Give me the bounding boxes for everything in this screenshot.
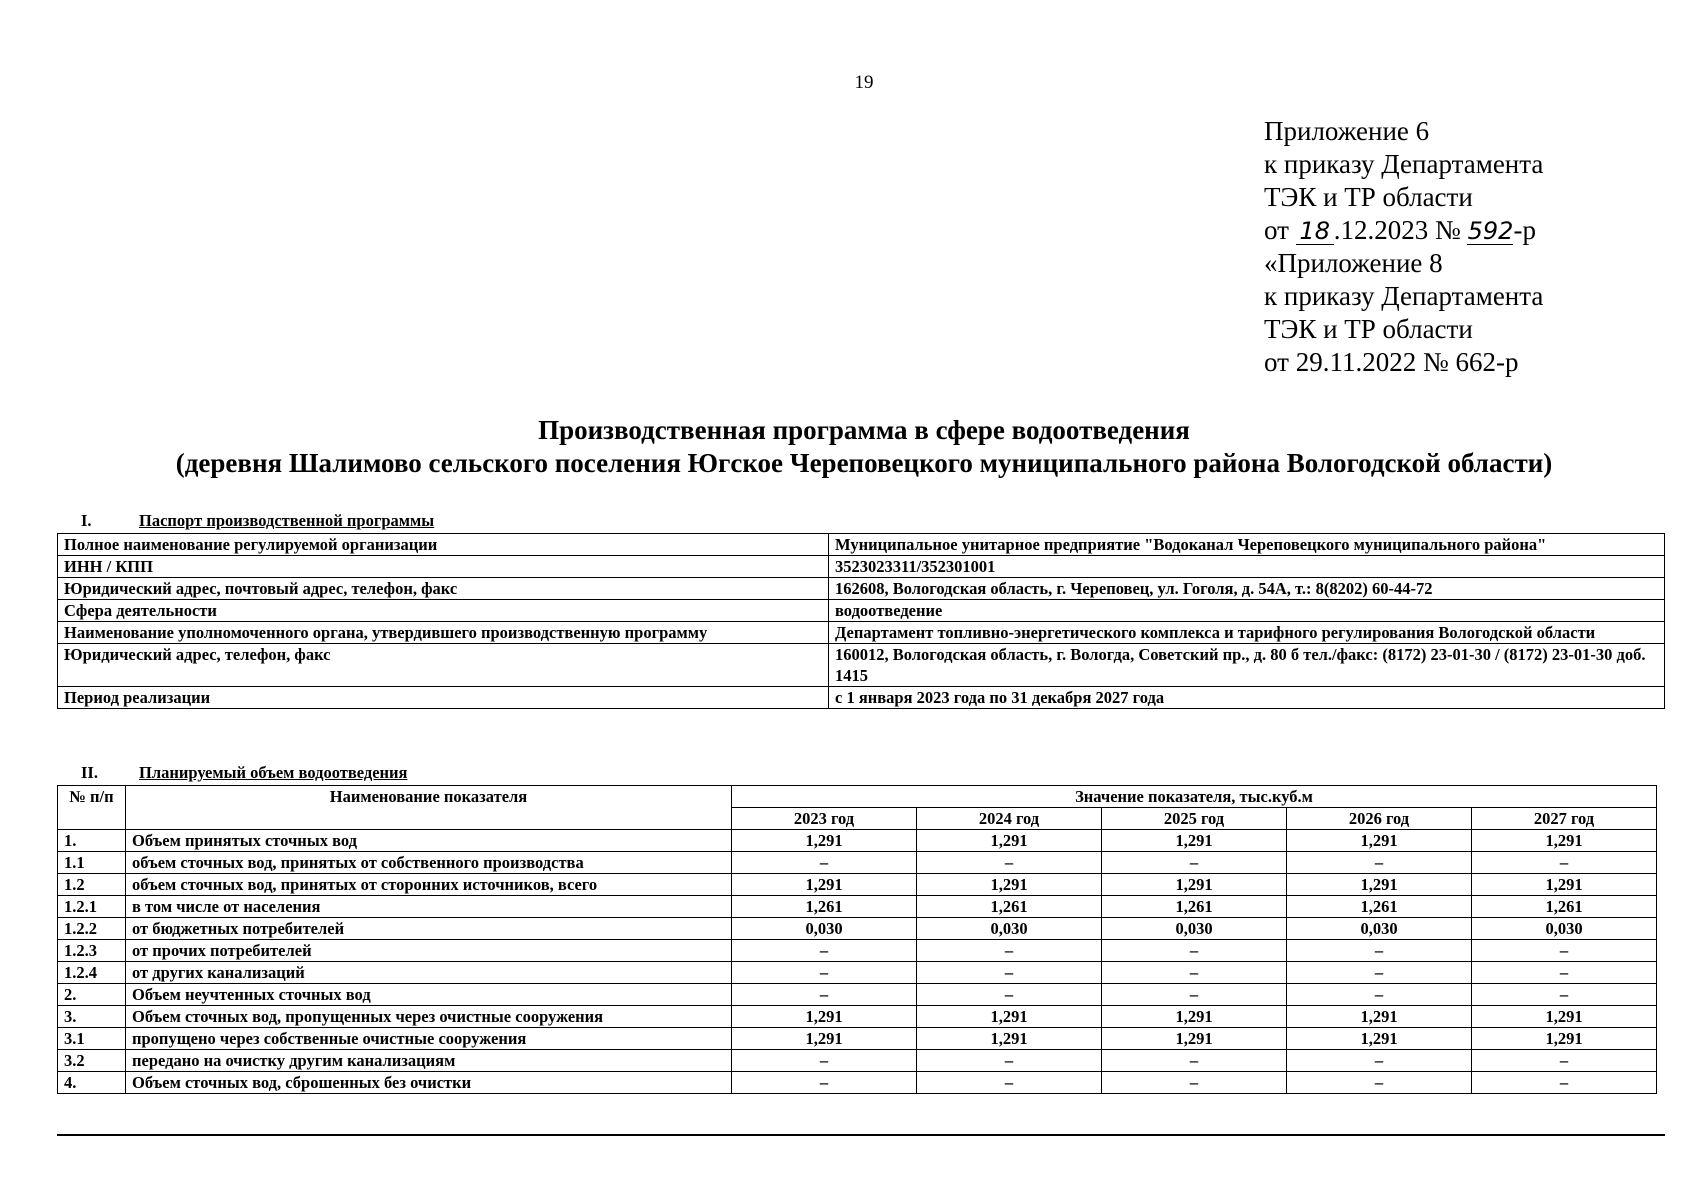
row-value: –: [1102, 984, 1287, 1006]
table-row: [58, 874, 1657, 896]
row-value: 0,030: [1472, 918, 1657, 940]
passport-label: Юридический адрес, почтовый адрес, телефон, факс: [58, 578, 829, 600]
table-row: [58, 896, 1657, 918]
row-value: –: [1102, 1050, 1287, 1072]
row-name: пропущено через собственные очистные сооружения: [126, 1028, 732, 1050]
row-name: передано на очистку другим канализациям: [126, 1050, 732, 1072]
year-header: 2027 год: [1472, 808, 1657, 830]
row-value: 1,291: [1287, 874, 1472, 896]
row-number: 4.: [58, 1072, 126, 1094]
passport-label: ИНН / КПП: [58, 556, 829, 578]
row-value: 1,261: [1287, 896, 1472, 918]
row-value: 1,291: [732, 874, 917, 896]
handwritten-day: 18: [1296, 218, 1334, 245]
row-value: –: [1287, 940, 1472, 962]
table-row: [58, 940, 1657, 962]
section-number: II.: [81, 763, 98, 782]
year-header: 2024 год: [917, 808, 1102, 830]
year-header: 2023 год: [732, 808, 917, 830]
row-value: –: [732, 940, 917, 962]
header-name: Наименование показателя: [126, 786, 732, 830]
row-value: 1,291: [1287, 830, 1472, 852]
section-title-text: Планируемый объем водоотведения: [139, 763, 408, 782]
row-value: –: [732, 1050, 917, 1072]
row-value: –: [1102, 940, 1287, 962]
row-name: Объем принятых сточных вод: [126, 830, 732, 852]
row-value: –: [732, 852, 917, 874]
date-prefix: от: [1264, 215, 1289, 245]
row-value: 1,291: [1287, 1028, 1472, 1050]
row-number: 1.2.3: [58, 940, 126, 962]
passport-value: Муниципальное унитарное предприятие "Водоканал Череповецкого муниципального района": [829, 534, 1665, 556]
row-value: –: [1472, 852, 1657, 874]
passport-value: 162608, Вологодская область, г. Череповец, ул. Гоголя, д. 54А, т.: 8(8202) 60-44-72: [829, 578, 1665, 600]
appendix-line: «Приложение 8: [1264, 248, 1443, 278]
row-value: –: [1287, 984, 1472, 1006]
row-number: 3.2: [58, 1050, 126, 1072]
row-value: –: [732, 984, 917, 1006]
row-number: 1.2.4: [58, 962, 126, 984]
table-row: [58, 852, 1657, 874]
year-header: 2026 год: [1287, 808, 1472, 830]
appendix-line: к приказу Департамента: [1264, 149, 1544, 179]
row-value: –: [917, 940, 1102, 962]
row-value: –: [1287, 962, 1472, 984]
row-value: –: [1102, 1072, 1287, 1094]
row-value: –: [917, 984, 1102, 1006]
row-value: 1,291: [1472, 874, 1657, 896]
bottom-rule: [57, 1134, 1665, 1136]
row-value: 1,261: [1472, 896, 1657, 918]
passport-row: [58, 534, 1665, 556]
passport-label: Полное наименование регулируемой организации: [58, 534, 829, 556]
row-value: –: [1102, 962, 1287, 984]
passport-value: 3523023311/352301001: [829, 556, 1665, 578]
passport-label: Период реализации: [58, 687, 829, 709]
appendix-header: [1264, 115, 1543, 379]
row-value: 1,291: [1472, 830, 1657, 852]
row-value: 0,030: [917, 918, 1102, 940]
row-value: –: [1287, 1050, 1472, 1072]
row-value: 1,261: [1102, 896, 1287, 918]
volume-table: [57, 785, 1657, 1094]
passport-row: [58, 644, 1665, 687]
row-name: от прочих потребителей: [126, 940, 732, 962]
row-name: Объем неучтенных сточных вод: [126, 984, 732, 1006]
appendix-line: от 29.11.2022 № 662-р: [1264, 347, 1519, 377]
passport-value: 160012, Вологодская область, г. Вологда, Советский пр., д. 80 б тел./факс: (8172) 23-01-30 / (8172) 23-01-30 доб. 1415: [829, 644, 1665, 687]
section-1-title: [57, 511, 434, 531]
row-value: –: [1472, 1050, 1657, 1072]
row-value: 1,261: [917, 896, 1102, 918]
row-value: –: [1287, 1072, 1472, 1094]
row-value: 1,291: [1102, 1028, 1287, 1050]
table-row: [58, 830, 1657, 852]
row-value: –: [917, 852, 1102, 874]
row-number: 1.1: [58, 852, 126, 874]
row-value: 1,291: [732, 830, 917, 852]
page-number: 19: [854, 72, 874, 93]
passport-row: [58, 578, 1665, 600]
row-value: –: [917, 1050, 1102, 1072]
row-name: Объем сточных вод, сброшенных без очистки: [126, 1072, 732, 1094]
row-value: 1,291: [1287, 1006, 1472, 1028]
row-value: 1,291: [1102, 1006, 1287, 1028]
appendix-line: ТЭК и ТР области: [1264, 182, 1473, 212]
year-header: 2025 год: [1102, 808, 1287, 830]
row-name: в том числе от населения: [126, 896, 732, 918]
header-num: № п/п: [58, 786, 126, 830]
appendix-line: Приложение 6: [1264, 116, 1430, 146]
table-row: [58, 1072, 1657, 1094]
table-row: [58, 1028, 1657, 1050]
row-value: 1,291: [1102, 874, 1287, 896]
row-number: 3.: [58, 1006, 126, 1028]
row-value: 1,291: [732, 1028, 917, 1050]
passport-row: [58, 556, 1665, 578]
row-value: 1,291: [732, 1006, 917, 1028]
section-2-title: [57, 763, 407, 783]
table-row: [58, 984, 1657, 1006]
row-name: объем сточных вод, принятых от собственного производства: [126, 852, 732, 874]
row-value: 1,291: [917, 830, 1102, 852]
title-line: (деревня Шалимово сельского поселения Югское Череповецкого муниципального района Вологодской области): [175, 448, 1553, 478]
row-value: 0,030: [732, 918, 917, 940]
row-value: –: [1287, 852, 1472, 874]
row-number: 1.: [58, 830, 126, 852]
row-value: 1,291: [917, 1006, 1102, 1028]
row-value: –: [1102, 852, 1287, 874]
passport-value: с 1 января 2023 года по 31 декабря 2027 года: [829, 687, 1665, 709]
table-row: [58, 918, 1657, 940]
passport-label: Юридический адрес, телефон, факс: [58, 644, 829, 687]
passport-label: Наименование уполномоченного органа, утвердившего производственную программу: [58, 622, 829, 644]
row-number: 3.1: [58, 1028, 126, 1050]
row-number: 2.: [58, 984, 126, 1006]
row-value: –: [917, 1072, 1102, 1094]
document-title: [0, 414, 1695, 480]
row-value: –: [917, 962, 1102, 984]
appendix-line: к приказу Департамента: [1264, 281, 1544, 311]
passport-row: [58, 622, 1665, 644]
passport-row: [58, 600, 1665, 622]
row-value: –: [732, 1072, 917, 1094]
row-value: 1,291: [917, 1028, 1102, 1050]
passport-value: водоотведение: [829, 600, 1665, 622]
order-suffix: -р: [1513, 215, 1536, 245]
row-name: Объем сточных вод, пропущенных через очистные сооружения: [126, 1006, 732, 1028]
row-value: –: [732, 962, 917, 984]
row-number: 1.2.1: [58, 896, 126, 918]
row-name: от бюджетных потребителей: [126, 918, 732, 940]
row-value: –: [1472, 940, 1657, 962]
appendix-date-line: [1264, 214, 1543, 247]
row-name: от других канализаций: [126, 962, 732, 984]
section-title-text: Паспорт производственной программы: [139, 511, 435, 530]
table-row: [58, 1050, 1657, 1072]
row-value: –: [1472, 962, 1657, 984]
title-line: Производственная программа в сфере водоотведения: [538, 415, 1190, 445]
row-value: 1,291: [1102, 830, 1287, 852]
appendix-line: ТЭК и ТР области: [1264, 314, 1473, 344]
row-value: 0,030: [1287, 918, 1472, 940]
row-number: 1.2: [58, 874, 126, 896]
row-value: 1,261: [732, 896, 917, 918]
handwritten-order-number: 592: [1467, 217, 1514, 245]
table-row: [58, 962, 1657, 984]
table-row: [58, 1006, 1657, 1028]
passport-row: [58, 687, 1665, 709]
passport-table: [57, 533, 1665, 709]
row-value: 1,291: [917, 874, 1102, 896]
header-values: Значение показателя, тыс.куб.м: [732, 786, 1657, 808]
row-value: 1,291: [1472, 1006, 1657, 1028]
row-name: объем сточных вод, принятых от сторонних источников, всего: [126, 874, 732, 896]
row-value: –: [1472, 1072, 1657, 1094]
row-number: 1.2.2: [58, 918, 126, 940]
section-number: I.: [81, 511, 92, 530]
row-value: –: [1472, 984, 1657, 1006]
row-value: 1,291: [1472, 1028, 1657, 1050]
date-rest: .12.2023 №: [1333, 215, 1461, 245]
row-value: 0,030: [1102, 918, 1287, 940]
passport-value: Департамент топливно-энергетического комплекса и тарифного регулирования Вологодской области: [829, 622, 1665, 644]
passport-label: Сфера деятельности: [58, 600, 829, 622]
